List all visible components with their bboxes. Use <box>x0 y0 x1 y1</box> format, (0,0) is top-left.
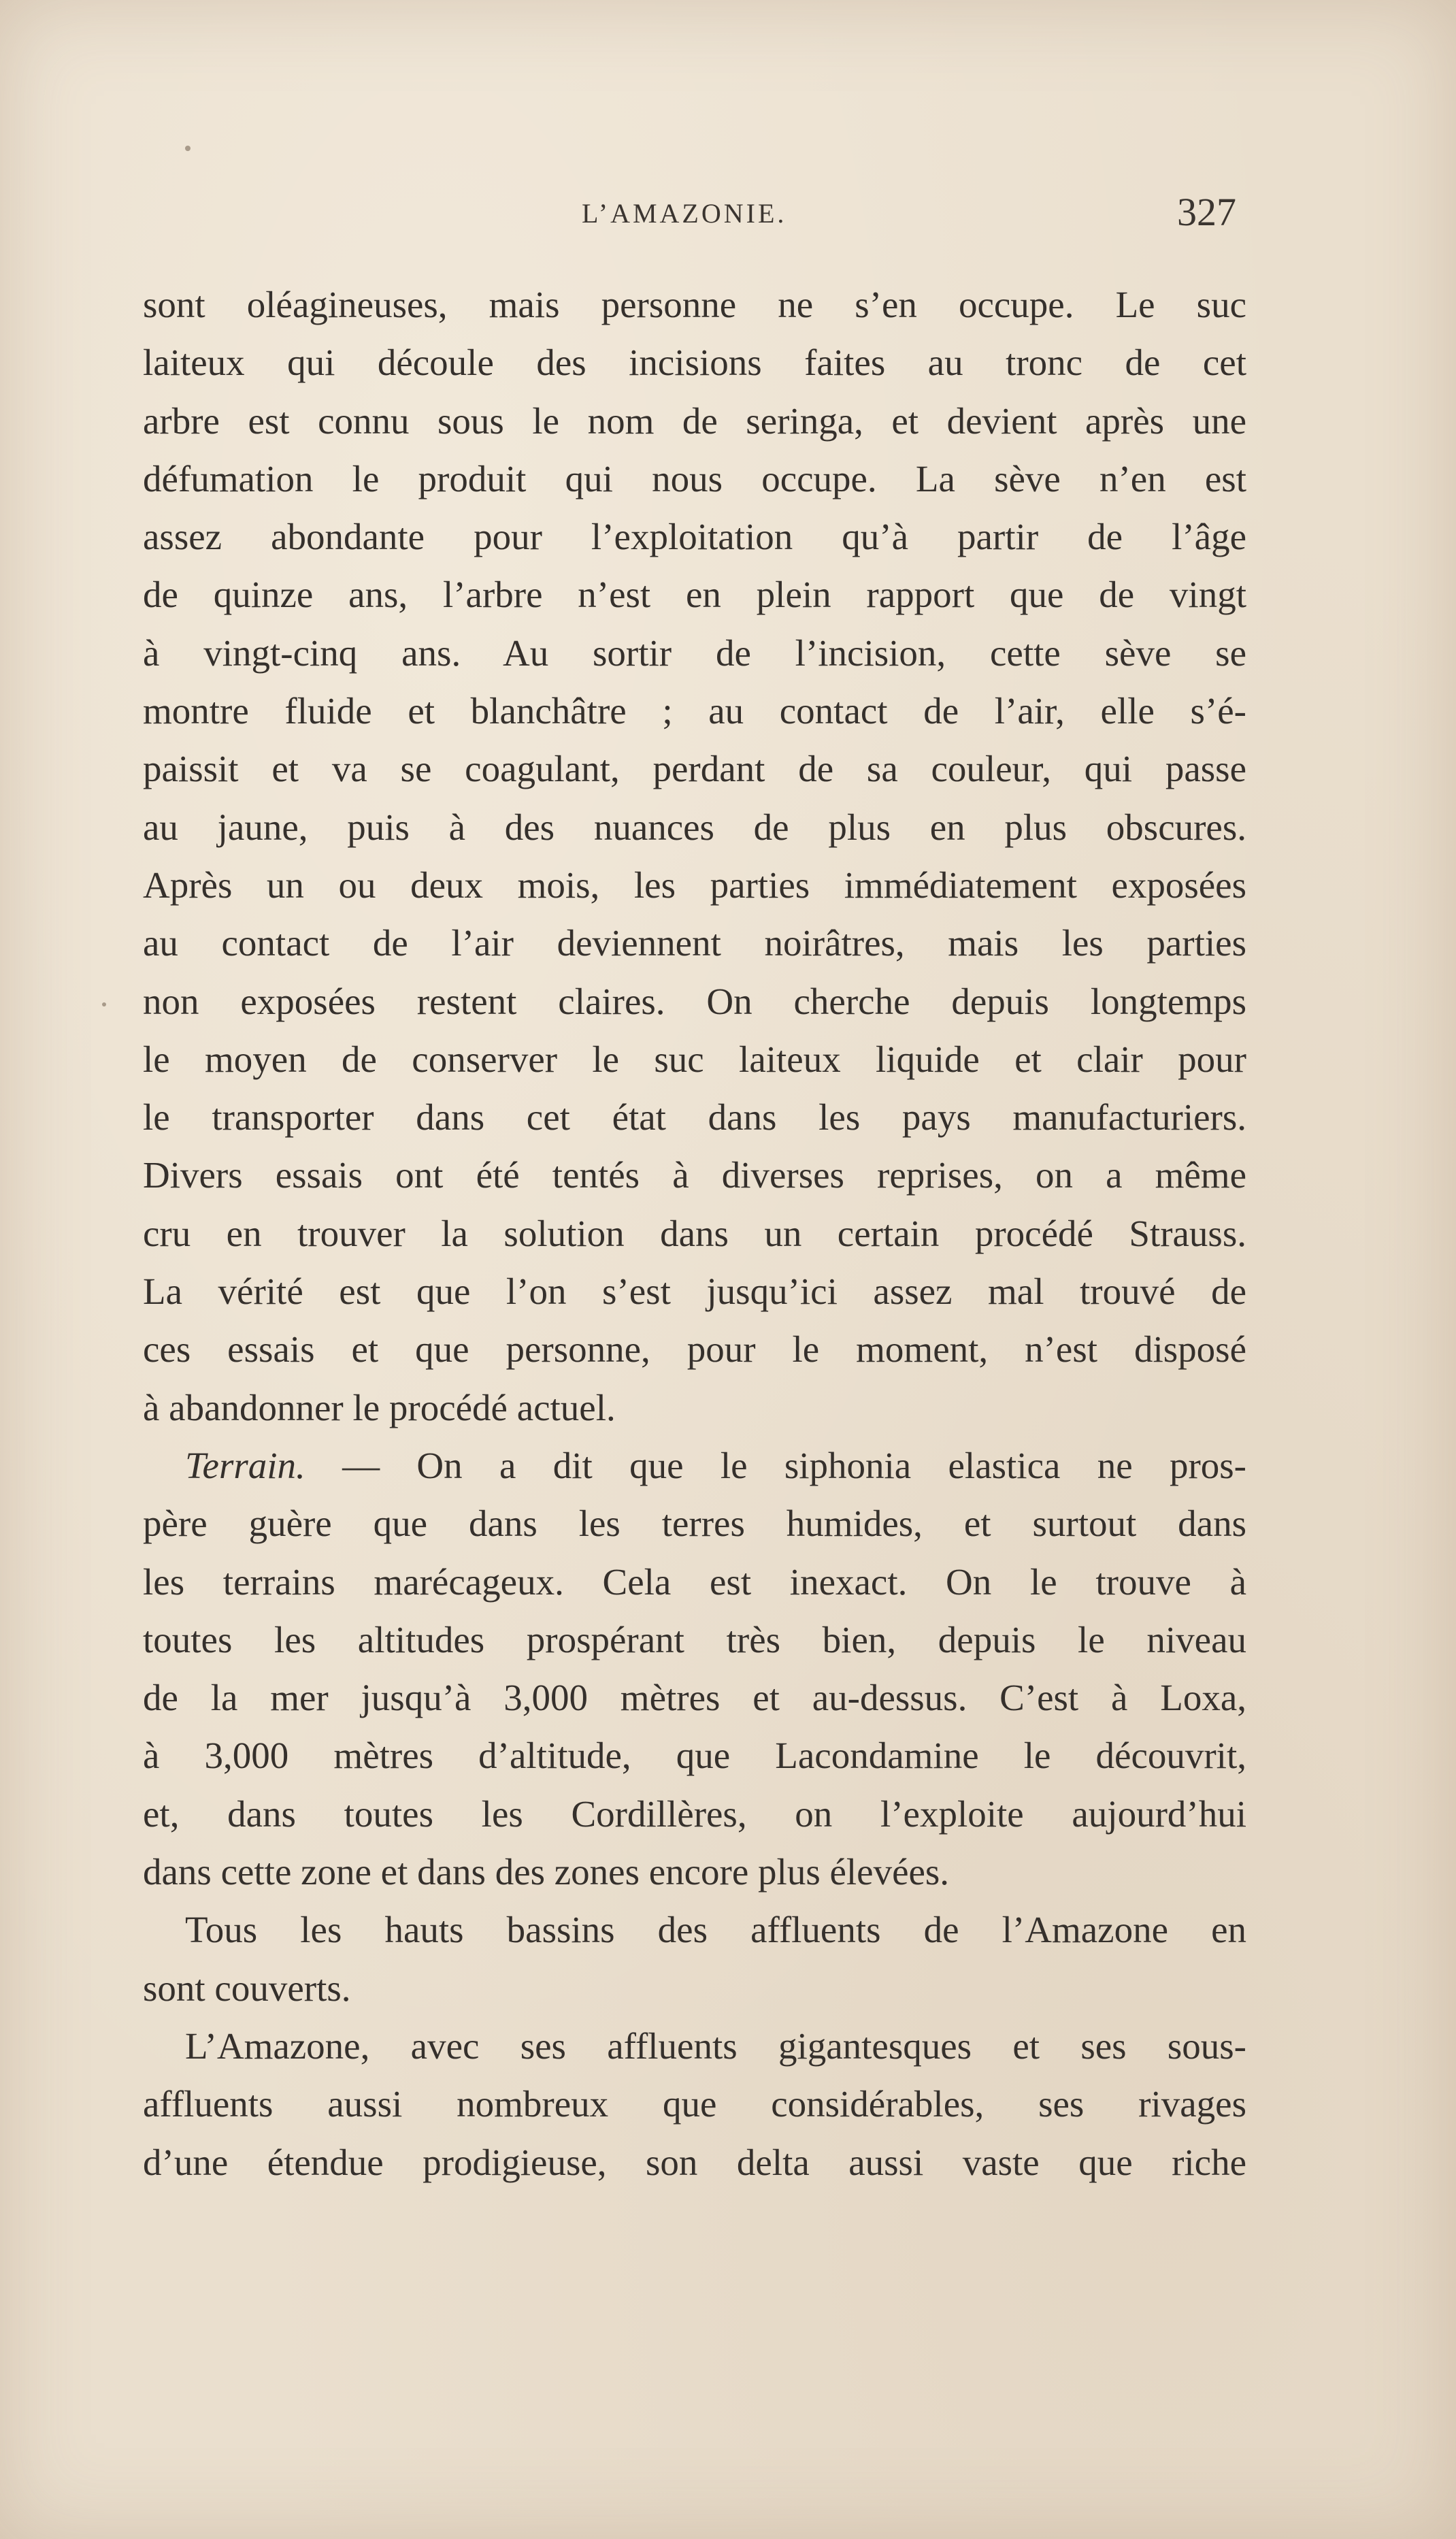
text-line: Après un ou deux mois, les parties immédiatement exposées <box>143 864 1246 906</box>
text-line: sont oléagineuses, mais personne ne s’en occupe. Le suc <box>143 284 1246 325</box>
text-line: de quinze ans, l’arbre n’est en plein rapport que de vingt <box>143 574 1246 616</box>
text-line: au contact de l’air deviennent noirâtres, mais les parties <box>143 922 1246 964</box>
text-line: La vérité est que l’on s’est jusqu’ici assez mal trouvé de <box>143 1271 1246 1313</box>
ink-speck <box>185 146 191 151</box>
text-line: ces essais et que personne, pour le moment, n’est disposé <box>143 1328 1246 1371</box>
ink-speck <box>102 1002 106 1006</box>
page-number: 327 <box>1177 190 1236 234</box>
body-text <box>143 276 1246 2191</box>
running-head: L’AMAZONIE. <box>582 198 787 229</box>
text-line: toutes les altitudes prospérant très bien, depuis le niveau <box>143 1618 1246 1660</box>
text-line: paissit et va se coagulant, perdant de sa couleur, qui passe <box>143 748 1246 790</box>
text-line: les terrains marécageux. Cela est inexact. On le trouve à <box>143 1560 1246 1603</box>
text-line: dans cette zone et dans des zones encore plus élevées. <box>143 1851 950 1893</box>
text-line: et, dans toutes les Cordillères, on l’exploite aujourd’hui <box>143 1792 1246 1835</box>
text-line: cru en trouver la solution dans un certain procédé Strauss. <box>143 1212 1246 1254</box>
text-line: laiteux qui découle des incisions faites au tronc de cet <box>143 342 1246 384</box>
text-line: de la mer jusqu’à 3,000 mètres et au-dessus. C’est à Loxa, <box>143 1677 1246 1719</box>
text-line: à vingt-cinq ans. Au sortir de l’incision, cette sève se <box>143 632 1246 674</box>
page-header <box>0 182 1456 244</box>
text-fragment: — On a dit que le siphonia elastica ne pros- <box>305 1444 1246 1486</box>
text-line: à abandonner le procédé actuel. <box>143 1386 616 1428</box>
terrain-paragraph-start <box>143 1437 1246 1494</box>
section-heading-terrain: Terrain. <box>185 1444 305 1486</box>
text-line: père guère que dans les terres humides, et surtout dans <box>143 1503 1246 1545</box>
text-line: L’Amazone, avec ses affluents gigantesques et ses sous- <box>185 2025 1246 2067</box>
text-line: Tous les hauts bassins des affluents de l’Amazone en <box>185 1909 1246 1951</box>
text-line: au jaune, puis à des nuances de plus en plus obscures. <box>143 806 1246 848</box>
text-line: d’une étendue prodigieuse, son delta aussi vaste que riche <box>143 2141 1246 2183</box>
text-line: sont couverts. <box>143 1967 351 2009</box>
text-line: assez abondante pour l’exploitation qu’à partir de l’âge <box>143 516 1246 558</box>
text-line: affluents aussi nombreux que considérables, ses rivages <box>143 2083 1246 2125</box>
text-line: montre fluide et blanchâtre ; au contact de l’air, elle s’é- <box>143 690 1246 732</box>
text-line: le transporter dans cet état dans les pays manufacturiers. <box>143 1096 1246 1139</box>
text-line: défumation le produit qui nous occupe. La sève n’en est <box>143 457 1246 499</box>
text-line: non exposées restent claires. On cherche depuis longtemps <box>143 980 1246 1022</box>
text-line: Divers essais ont été tentés à diverses reprises, on a même <box>143 1154 1246 1196</box>
text-line: le moyen de conserver le suc laiteux liquide et clair pour <box>143 1038 1246 1080</box>
text-line: arbre est connu sous le nom de seringa, et devient après une <box>143 399 1246 442</box>
text-line: à 3,000 mètres d’altitude, que Lacondamine le découvrit, <box>143 1735 1246 1777</box>
